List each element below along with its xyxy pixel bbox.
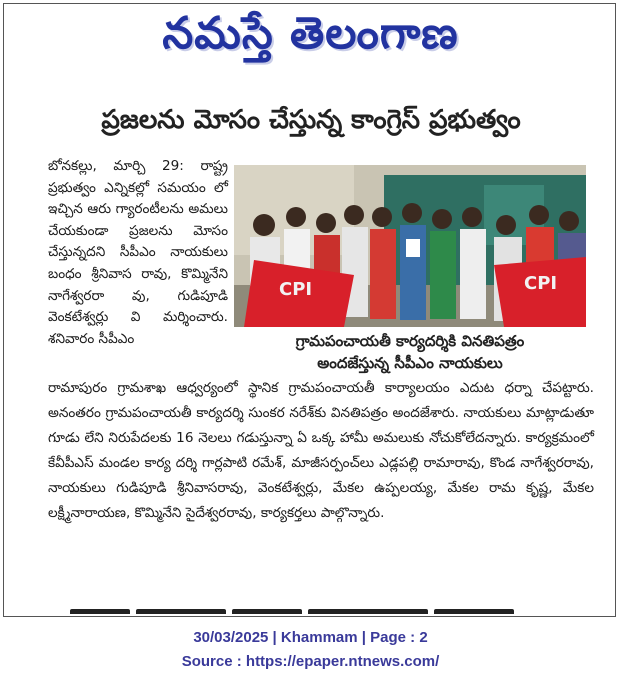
newspaper-masthead: నమస్తే తెలంగాణ	[162, 8, 459, 59]
flag-text-left: CPI	[279, 279, 313, 300]
article-body	[48, 376, 594, 526]
flag-text-right: CPI	[524, 273, 558, 294]
article-column-text: బోనకల్లు, మార్చి 29: రాష్ట్ర ప్రభుత్వం ఎన్నికల్లో సమయం లో ఇచ్చిన ఆరు గ్యారంటీలను అమలు చేయకుండా ప్రజలను మోసం చేస్తున్నదని సీపీఎం నాయకులు బంధం శ్రీనివాస రావు, కొమ్మినేని నాగేశ్వరరా వు, గుడిపూడి వెంకటేశ్వర్లు వి మర్శించారు. శనివారం సీపీఎం	[48, 158, 228, 347]
photo-caption-line2: అందజేస్తున్న సీపీఎం నాయకులు	[317, 354, 503, 372]
cutoff-next-headline	[70, 604, 550, 614]
footer-date-line: 30/03/2025 | Khammam | Page : 2	[193, 629, 428, 646]
photo-caption-line1: గ్రామపంచాయతీ కార్యదర్శికి వినతిపత్రం	[295, 332, 525, 350]
article-photo	[234, 165, 586, 327]
footer-source-line[interactable]: Source : https://epaper.ntnews.com/	[181, 653, 440, 670]
protest-photo-illustration	[234, 165, 586, 327]
article-column	[48, 156, 228, 350]
article-headline: ప్రజలను మోసం చేస్తున్న కాంగ్రెస్ ప్రభుత్వం	[101, 105, 521, 135]
page-footer	[0, 626, 621, 674]
article-body-text: రామాపురం గ్రామశాఖ ఆధ్వర్యంలో స్థానిక గ్రామపంచాయతీ కార్యాలయం ఎదుట ధర్నా చేపట్టారు. అనంతరం గ్రామపంచాయతీ కార్యదర్శి సుంకర నరేశ్‌కు వినతిపత్రం అందజేశారు. నాయకులు మాట్లాడుతూ గూడు లేని నిరుపేదలకు 16 నెలలు గడుస్తున్నా ఏ ఒక్క హామీ అమలుకు నోచుకోలేదన్నారు. కార్యక్రమంలో కేవీపీఎస్ మండల కార్య దర్శి గార్లపాటి రమేశ్, మాజీసర్పంచ్‌లు ఎడ్లపల్లి రామారావు, కొండ నాగేశ్వరరావు, నాయకులు గుడిపూడి శ్రీనివాసరావు, వెంకటేశ్వర్లు, మేకల ఉప్పలయ్య, మేకల రామ కృష్ణ, మేకల లక్ష్మీనారాయణ, కొమ్మినేని సైదేశ్వరరావు, కార్యకర్తలు పాల్గొన్నారు.	[48, 380, 594, 521]
petition-paper	[406, 239, 420, 257]
photo-caption	[240, 330, 580, 374]
